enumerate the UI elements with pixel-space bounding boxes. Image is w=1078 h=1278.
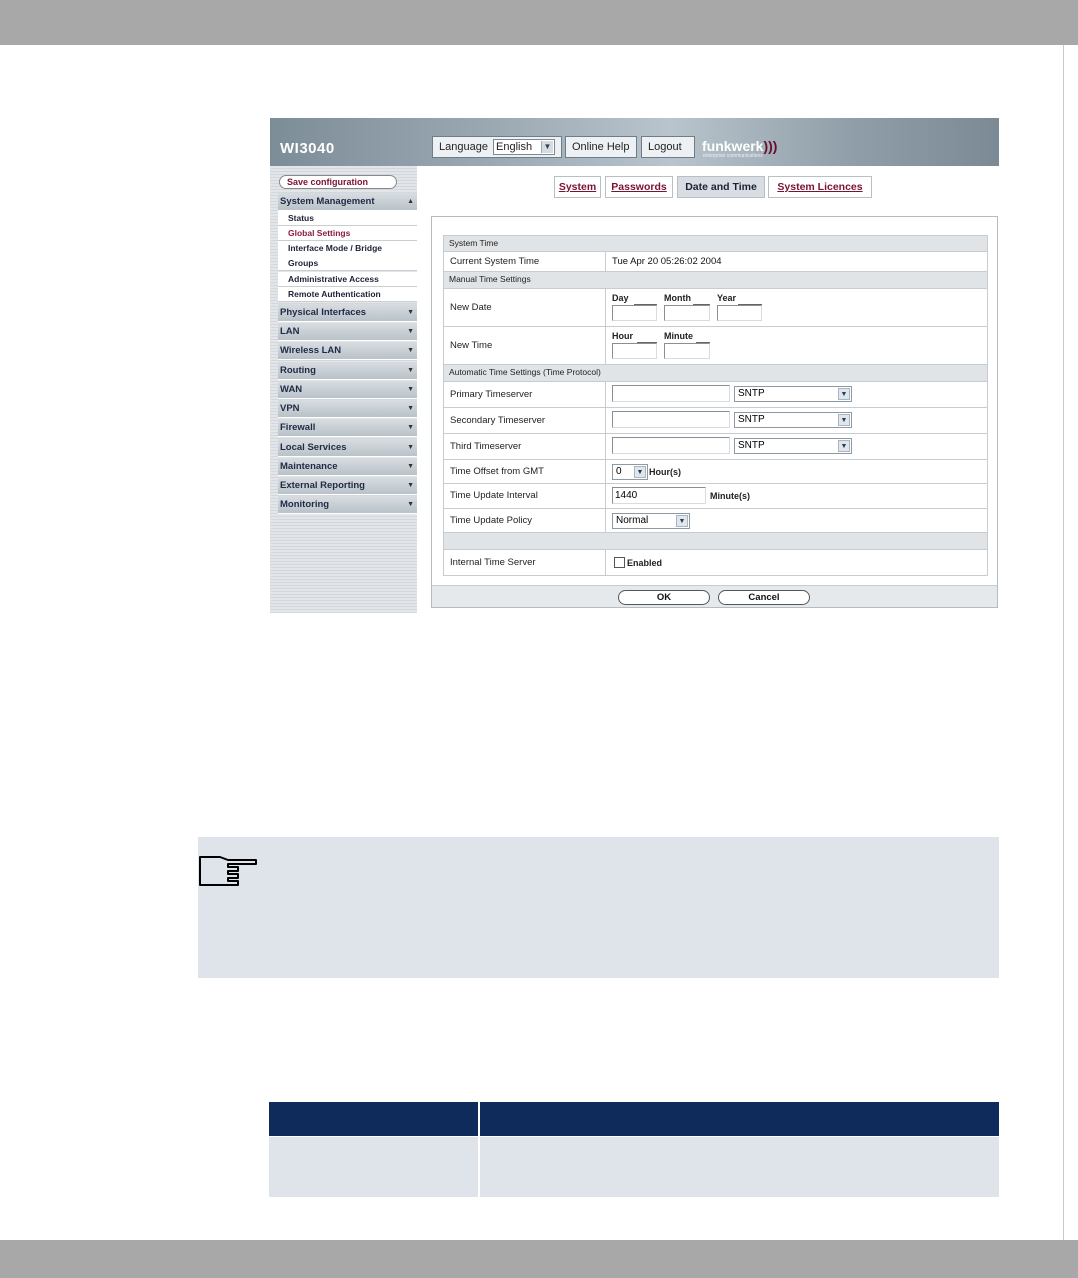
- column-divider: [605, 252, 606, 271]
- secondary-timeserver-input[interactable]: [612, 411, 730, 428]
- enabled-checkbox[interactable]: [614, 557, 625, 568]
- current-time-value: Tue Apr 20 05:26:02 2004: [612, 256, 722, 267]
- year-input[interactable]: [717, 305, 762, 321]
- nav-firewall[interactable]: [278, 419, 417, 437]
- arrow-down-icon: ▼: [407, 444, 414, 451]
- nav-label: Wireless LAN: [280, 345, 342, 356]
- month-input[interactable]: [664, 305, 710, 321]
- nav-local-services[interactable]: [278, 439, 417, 457]
- nav-administrative-access[interactable]: Administrative Access: [278, 272, 417, 287]
- nav-label: Physical Interfaces: [280, 307, 367, 318]
- cancel-button[interactable]: Cancel: [718, 590, 810, 605]
- current-time-label: Current System Time: [450, 256, 540, 267]
- row-new-time: [443, 327, 988, 365]
- select-value: SNTP: [738, 440, 765, 451]
- nav-label: Routing: [280, 365, 316, 376]
- arrow-down-icon: ▼: [407, 309, 414, 316]
- funkwerk-logo: [702, 138, 777, 162]
- margin-rule: [1063, 45, 1064, 1240]
- table-header-cell: [269, 1102, 478, 1136]
- select-value: 0: [616, 466, 622, 477]
- row-internal-time-server: [443, 550, 988, 576]
- button-bar: [432, 585, 997, 607]
- nav-label: LAN: [280, 326, 300, 337]
- new-time-label: New Time: [450, 340, 493, 351]
- arrow-down-icon: ▼: [407, 405, 414, 412]
- internal-label: Internal Time Server: [450, 557, 536, 568]
- nav-interface-mode[interactable]: Interface Mode / Bridge Groups: [278, 241, 417, 271]
- interval-label: Time Update Interval: [450, 490, 538, 501]
- column-divider: [605, 327, 606, 364]
- brand-name: funkwerk: [702, 138, 764, 154]
- table-header-cell: [480, 1102, 999, 1136]
- table-cell: [480, 1137, 999, 1197]
- column-divider: [605, 408, 606, 433]
- day-label: Day: [612, 293, 629, 303]
- language-box: [432, 136, 562, 158]
- chevron-down-icon: ▼: [838, 440, 850, 452]
- third-timeserver-input[interactable]: [612, 437, 730, 454]
- arrow-down-icon: ▼: [407, 328, 414, 335]
- section-spacer: [443, 533, 988, 550]
- row-primary-timeserver: [443, 382, 988, 408]
- settings-panel: [431, 216, 998, 608]
- section-manual-time: Manual Time Settings: [443, 272, 988, 289]
- hour-input[interactable]: [612, 343, 657, 359]
- primary-timeserver-input[interactable]: [612, 385, 730, 402]
- row-update-interval: [443, 484, 988, 509]
- nav-wireless-lan[interactable]: [278, 342, 417, 360]
- secondary-protocol-select[interactable]: [734, 412, 852, 428]
- secondary-label: Secondary Timeserver: [450, 415, 546, 426]
- nav-remote-authentication[interactable]: Remote Authentication: [278, 287, 417, 302]
- column-divider: [605, 460, 606, 483]
- nav-vpn[interactable]: [278, 400, 417, 418]
- nav-label: External Reporting: [280, 480, 365, 491]
- new-date-label: New Date: [450, 302, 492, 313]
- page-footer-bar: [0, 1240, 1078, 1278]
- update-interval-input[interactable]: 1440: [612, 487, 706, 504]
- section-system-time: System Time: [443, 235, 988, 252]
- table-cell: [269, 1137, 478, 1197]
- nav-label: Monitoring: [280, 499, 330, 510]
- column-divider: [605, 434, 606, 459]
- arrow-up-icon: ▲: [407, 198, 414, 205]
- arrow-down-icon: ▼: [407, 482, 414, 489]
- gui-header: [270, 118, 999, 166]
- arrow-down-icon: ▼: [407, 424, 414, 431]
- minute-input[interactable]: [664, 343, 710, 359]
- nav-maintenance[interactable]: [278, 458, 417, 476]
- logout-button[interactable]: Logout: [641, 136, 695, 158]
- select-value: SNTP: [738, 388, 765, 399]
- ok-button[interactable]: OK: [618, 590, 710, 605]
- tab-system[interactable]: System: [554, 176, 601, 198]
- update-policy-select[interactable]: [612, 513, 690, 529]
- chevron-down-icon: ▼: [838, 388, 850, 400]
- note-box: [198, 837, 999, 978]
- language-select[interactable]: [493, 139, 555, 155]
- arrow-down-icon: ▼: [407, 367, 414, 374]
- nav-routing[interactable]: [278, 362, 417, 380]
- brand-tagline: enterprise communications: [703, 153, 763, 159]
- nav-label: Firewall: [280, 422, 316, 433]
- interval-unit: Minute(s): [710, 491, 750, 501]
- language-label: Language: [439, 141, 488, 153]
- tab-system-licences[interactable]: System Licences: [768, 176, 872, 198]
- month-label: Month: [664, 293, 691, 303]
- policy-label: Time Update Policy: [450, 515, 533, 526]
- column-divider: [605, 550, 606, 575]
- select-value: SNTP: [738, 414, 765, 425]
- row-third-timeserver: [443, 434, 988, 460]
- day-input[interactable]: [612, 305, 657, 321]
- row-time-offset: [443, 460, 988, 484]
- nav-label: System Management: [280, 196, 375, 207]
- nav-physical-interfaces[interactable]: [278, 304, 417, 322]
- column-divider: [605, 289, 606, 326]
- nav-lan[interactable]: [278, 323, 417, 341]
- pointing-hand-icon: [198, 851, 258, 891]
- time-offset-select[interactable]: [612, 464, 648, 480]
- primary-protocol-select[interactable]: [734, 386, 852, 402]
- nav-label: Local Services: [280, 442, 347, 453]
- row-current-time: [443, 252, 988, 272]
- nav-monitoring[interactable]: [278, 496, 417, 514]
- tab-date-and-time[interactable]: Date and Time: [677, 176, 765, 198]
- chevron-down-icon: ▼: [541, 141, 553, 153]
- chevron-down-icon: ▼: [838, 414, 850, 426]
- column-divider: [605, 484, 606, 508]
- offset-label: Time Offset from GMT: [450, 466, 544, 477]
- third-protocol-select[interactable]: [734, 438, 852, 454]
- chevron-down-icon: ▼: [676, 515, 688, 527]
- language-value: English: [496, 141, 533, 153]
- arrow-down-icon: ▼: [407, 386, 414, 393]
- chevron-down-icon: ▼: [634, 466, 646, 478]
- year-label: Year: [717, 293, 737, 303]
- third-label: Third Timeserver: [450, 441, 522, 452]
- column-divider: [605, 509, 606, 532]
- nav-wan[interactable]: [278, 381, 417, 399]
- router-gui-screenshot: [270, 118, 999, 613]
- brand-wave-icon: ))): [763, 138, 778, 154]
- nav-label: Maintenance: [280, 461, 338, 472]
- nav-label: WAN: [280, 384, 303, 395]
- nav-external-reporting[interactable]: [278, 477, 417, 495]
- enabled-label: Enabled: [627, 558, 663, 568]
- minute-label: Minute: [664, 331, 693, 341]
- primary-label: Primary Timeserver: [450, 389, 533, 400]
- nav-system-management[interactable]: [278, 193, 417, 211]
- hour-label: Hour: [612, 331, 633, 341]
- page-header-bar: [0, 0, 1078, 45]
- arrow-down-icon: ▼: [407, 347, 414, 354]
- row-new-date: [443, 289, 988, 327]
- sidebar: [270, 166, 417, 613]
- arrow-down-icon: ▼: [407, 501, 414, 508]
- offset-unit: Hour(s): [649, 467, 681, 477]
- select-value: Normal: [616, 515, 649, 526]
- arrow-down-icon: ▼: [407, 463, 414, 470]
- online-help-button[interactable]: Online Help: [565, 136, 637, 158]
- tab-passwords[interactable]: Passwords: [605, 176, 673, 198]
- nav-label: VPN: [280, 403, 300, 414]
- column-divider: [605, 382, 606, 407]
- row-update-policy: [443, 509, 988, 533]
- nav-global-settings[interactable]: Global Settings: [278, 226, 417, 241]
- section-automatic-time: Automatic Time Settings (Time Protocol): [443, 365, 988, 382]
- row-secondary-timeserver: [443, 408, 988, 434]
- nav-status[interactable]: Status: [278, 211, 417, 226]
- save-configuration-button[interactable]: Save configuration: [279, 175, 397, 189]
- model-name: WI3040: [280, 140, 335, 157]
